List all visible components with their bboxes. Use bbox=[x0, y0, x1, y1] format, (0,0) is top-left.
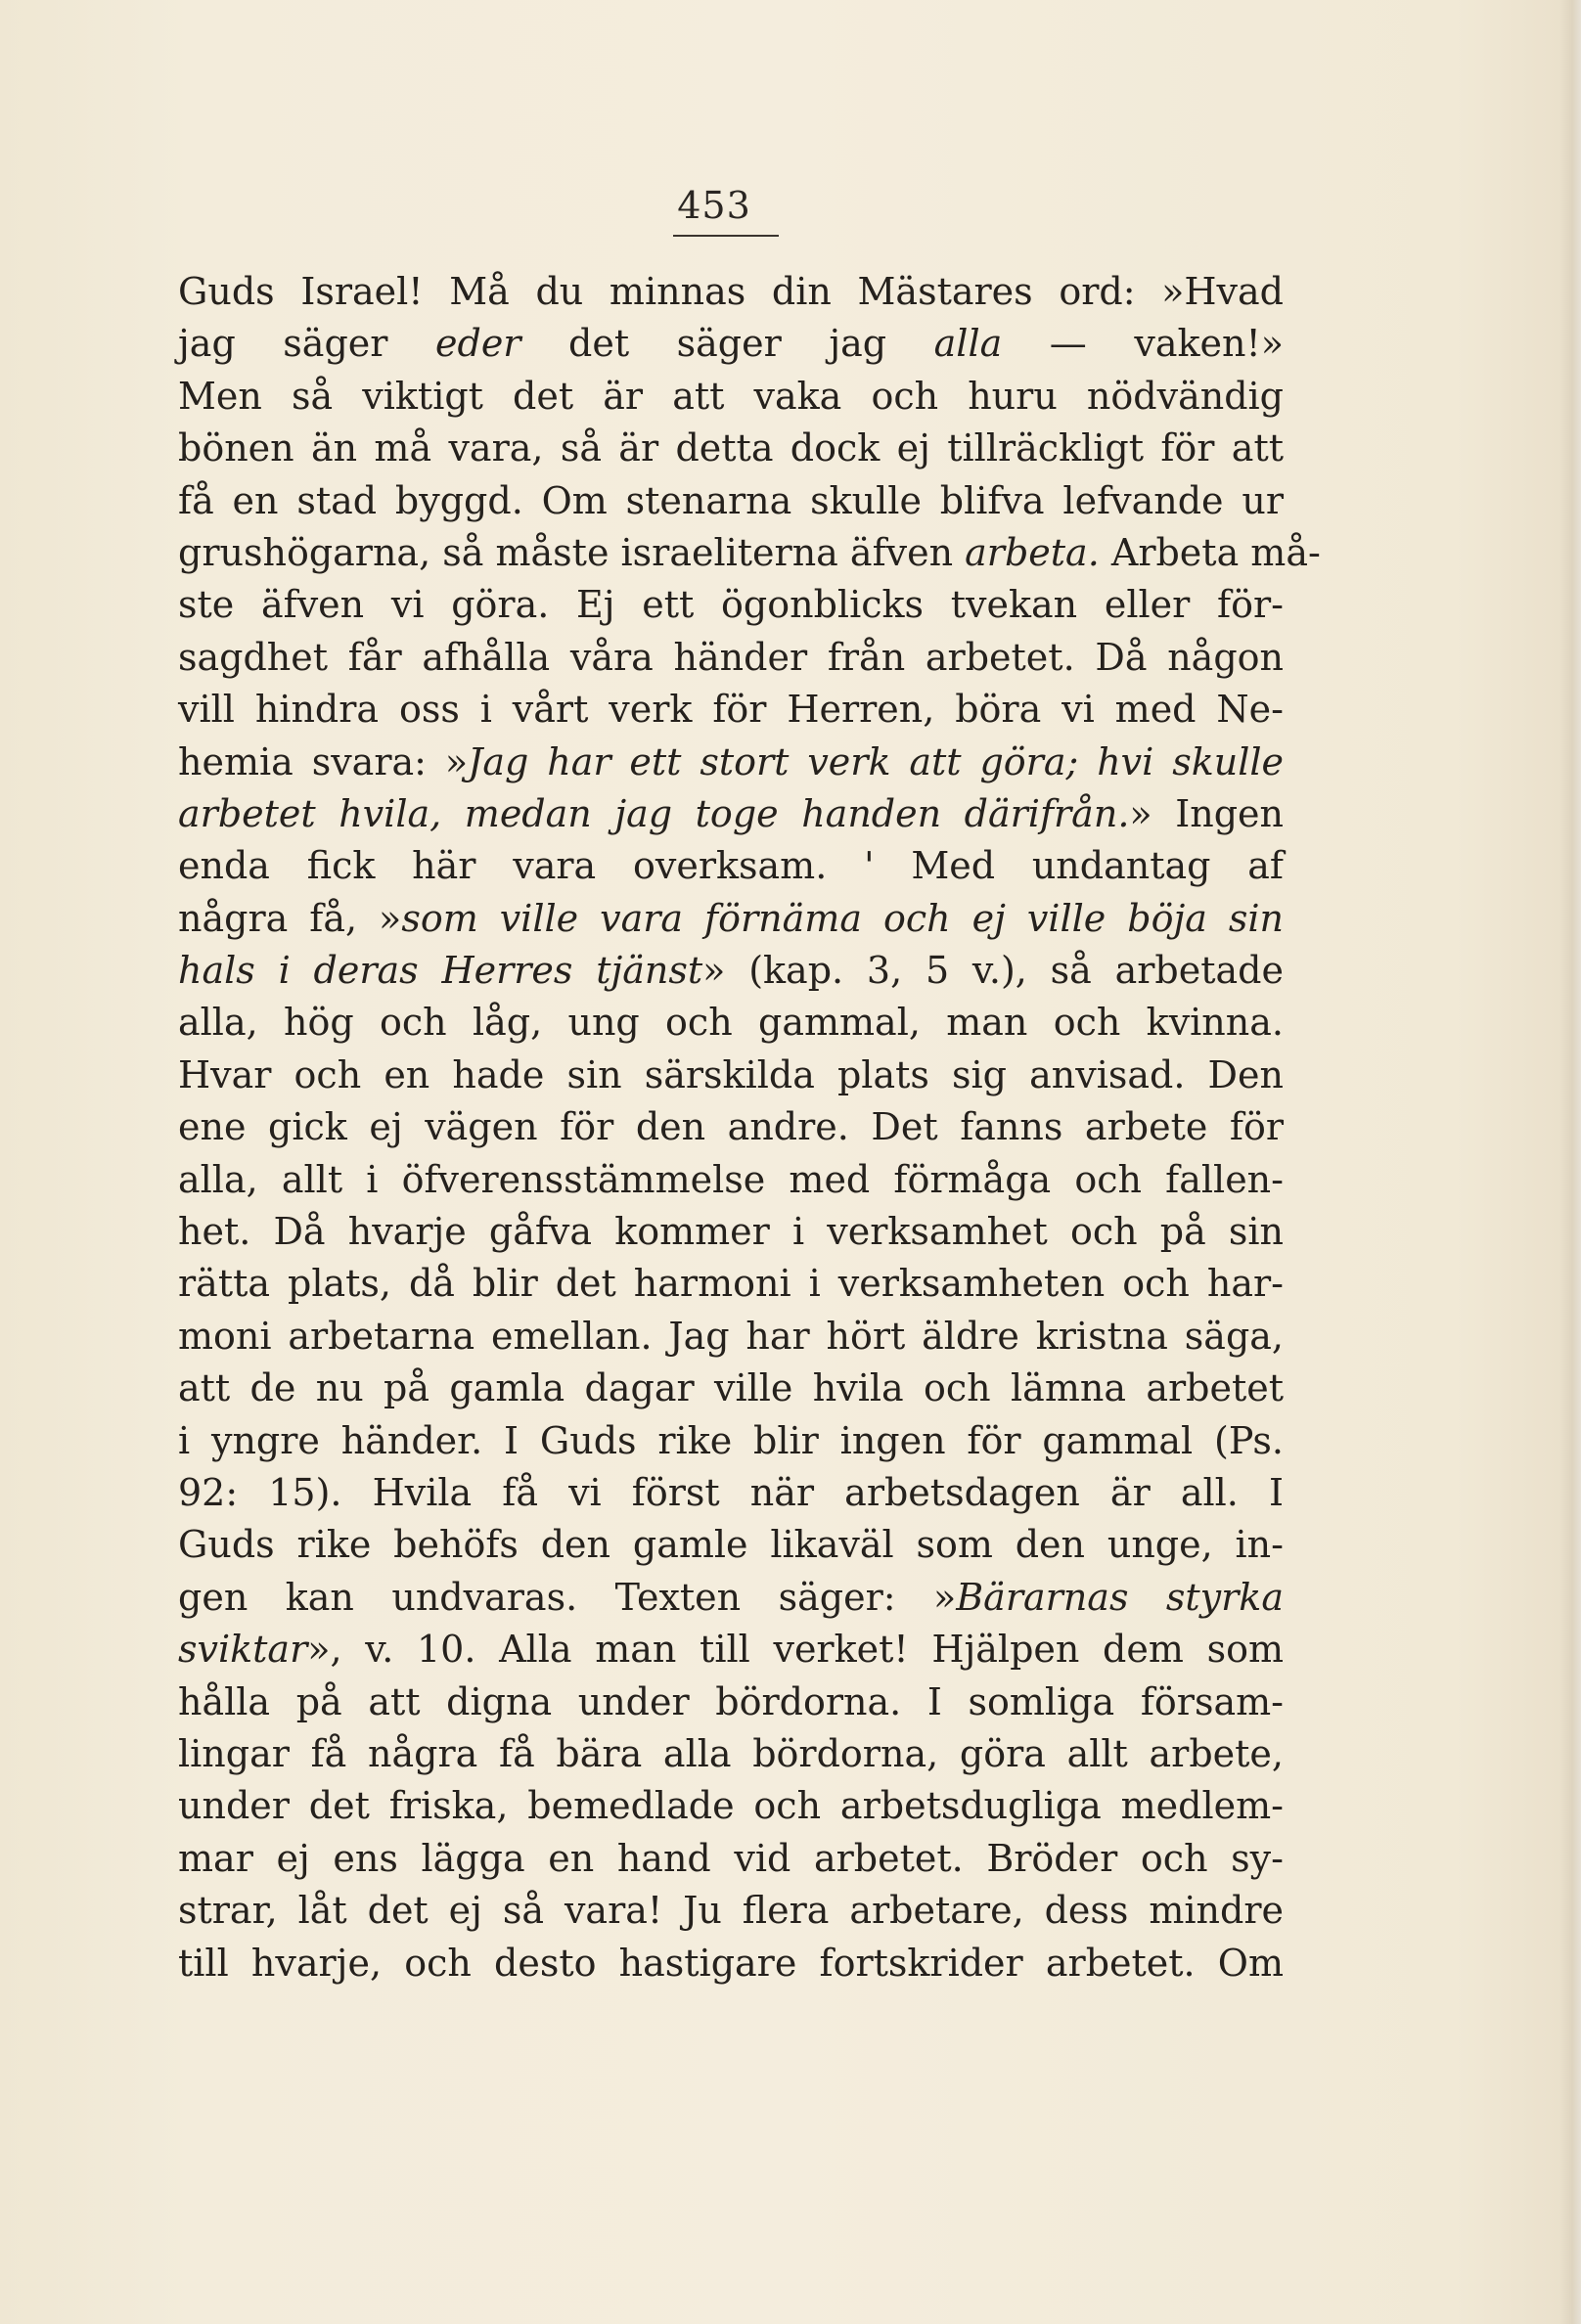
text-run: Men så viktigt det är att vaka och huru nödvändig bbox=[178, 374, 1284, 418]
text-run: rätta plats, då blir det harmoni i verksamheten och har- bbox=[178, 1262, 1284, 1306]
text-run: få en stad byggd. Om stenarna skulle blifva lefvande ur bbox=[178, 478, 1284, 522]
text-line bbox=[178, 266, 1284, 318]
text-line bbox=[178, 1467, 1284, 1519]
text-run: hålla på att digna under bördorna. I somliga försam- bbox=[178, 1679, 1284, 1723]
text-line bbox=[178, 893, 1284, 945]
text-line bbox=[178, 1415, 1284, 1467]
italic-text: arbetet hvila, medan jag toge handen därifrån. bbox=[178, 791, 1130, 835]
text-run: Guds rike behöfs den gamle likaväl som den unge, in- bbox=[178, 1523, 1284, 1567]
text-run: några få, » bbox=[178, 896, 402, 940]
body-text bbox=[178, 266, 1321, 1989]
text-run: att de nu på gamla dagar ville hvila och lämna arbetet bbox=[178, 1366, 1284, 1410]
text-run: alla, allt i öfverensstämmelse med förmåga och fallen- bbox=[178, 1157, 1284, 1201]
text-run: — vaken!» bbox=[1002, 322, 1284, 366]
text-run: grushögarna, så måste israeliterna äfven bbox=[178, 530, 966, 574]
text-run: Arbeta må- bbox=[1099, 530, 1321, 574]
text-line bbox=[178, 423, 1284, 474]
italic-text: som ville vara förnäma och ej ville böja sin bbox=[401, 896, 1285, 940]
text-line bbox=[178, 840, 1284, 892]
text-line bbox=[178, 788, 1284, 840]
text-line bbox=[178, 1728, 1284, 1780]
text-line bbox=[178, 318, 1284, 370]
text-run: enda fick här vara overksam. ' Med undantag af bbox=[178, 844, 1284, 888]
text-run: till hvarje, och desto hastigare fortskrider arbetet. Om bbox=[178, 1941, 1284, 1985]
text-run: alla, hög och låg, ung och gammal, man och kvinna. bbox=[178, 1001, 1284, 1045]
text-run: » (kap. 3, 5 v.), så arbetade bbox=[702, 949, 1284, 993]
text-run: jag säger bbox=[178, 322, 435, 366]
text-line bbox=[178, 945, 1284, 997]
text-run: det säger jag bbox=[520, 322, 934, 366]
text-line bbox=[178, 527, 1321, 579]
text-line bbox=[178, 1780, 1284, 1832]
text-line bbox=[178, 684, 1284, 736]
text-line bbox=[178, 1101, 1284, 1153]
text-run: mar ej ens lägga en hand vid arbetet. Bröder och sy- bbox=[178, 1836, 1284, 1880]
text-line bbox=[178, 1154, 1284, 1206]
text-run: i yngre händer. I Guds rike blir ingen för gammal (Ps. bbox=[178, 1418, 1284, 1462]
text-run: under det friska, bemedlade och arbetsdugliga medlem- bbox=[178, 1784, 1284, 1828]
text-line bbox=[178, 1363, 1284, 1414]
text-run: Guds Israel! Må du minnas din Mästares ord: »Hvad bbox=[178, 270, 1284, 313]
text-line bbox=[178, 632, 1284, 684]
page-number-rule bbox=[673, 235, 779, 237]
italic-text: hals i deras Herres tjänst bbox=[178, 949, 703, 993]
italic-text: alla bbox=[933, 322, 1003, 366]
text-line bbox=[178, 371, 1284, 423]
text-line bbox=[178, 579, 1284, 631]
text-run: 92: 15). Hvila få vi först när arbetsdagen är all. I bbox=[178, 1470, 1284, 1514]
text-run: ste äfven vi göra. Ej ett ögonblicks tvekan eller för- bbox=[178, 583, 1284, 627]
italic-text: sviktar bbox=[178, 1628, 308, 1672]
text-run: lingar få några få bära alla bördorna, göra allt arbete, bbox=[178, 1731, 1284, 1775]
text-line bbox=[178, 1206, 1284, 1258]
text-line bbox=[178, 997, 1284, 1049]
text-run: » Ingen bbox=[1129, 791, 1284, 835]
page-edge-shadow bbox=[1559, 0, 1581, 2324]
text-line bbox=[178, 1050, 1284, 1101]
italic-text: Jag har ett stort verk att göra; hvi skulle bbox=[468, 739, 1284, 783]
page-number: 453 bbox=[677, 184, 751, 227]
text-line bbox=[178, 1833, 1284, 1885]
text-line bbox=[178, 737, 1284, 788]
text-line bbox=[178, 1258, 1284, 1310]
text-line bbox=[178, 1885, 1284, 1937]
italic-text: Bärarnas styrka bbox=[956, 1575, 1284, 1619]
text-line bbox=[178, 1938, 1284, 1989]
italic-text: arbeta. bbox=[965, 530, 1100, 574]
text-run: ene gick ej vägen för den andre. Det fanns arbete för bbox=[178, 1105, 1284, 1149]
text-run: hemia svara: » bbox=[178, 739, 469, 783]
text-run: bönen än må vara, så är detta dock ej tillräckligt för att bbox=[178, 426, 1284, 470]
text-run: gen kan undvaras. Texten säger: » bbox=[178, 1575, 957, 1619]
text-run: », v. 10. Alla man till verket! Hjälpen dem som bbox=[307, 1628, 1284, 1672]
text-line bbox=[178, 1572, 1284, 1624]
text-line bbox=[178, 1624, 1284, 1676]
text-run: moni arbetarna emellan. Jag har hört äldre kristna säga, bbox=[178, 1314, 1284, 1358]
text-line bbox=[178, 1676, 1284, 1728]
text-run: sagdhet får afhålla våra händer från arbetet. Då någon bbox=[178, 635, 1284, 679]
text-run: Hvar och en hade sin särskilda plats sig anvisad. Den bbox=[178, 1052, 1284, 1096]
italic-text: eder bbox=[435, 322, 521, 366]
text-run: vill hindra oss i vårt verk för Herren, böra vi med Ne- bbox=[178, 688, 1284, 732]
text-line bbox=[178, 1311, 1284, 1363]
text-line bbox=[178, 475, 1284, 527]
text-line bbox=[178, 1519, 1284, 1571]
text-run: strar, låt det ej så vara! Ju flera arbetare, dess mindre bbox=[178, 1889, 1284, 1933]
text-run: het. Då hvarje gåfva kommer i verksamhet och på sin bbox=[178, 1210, 1284, 1254]
